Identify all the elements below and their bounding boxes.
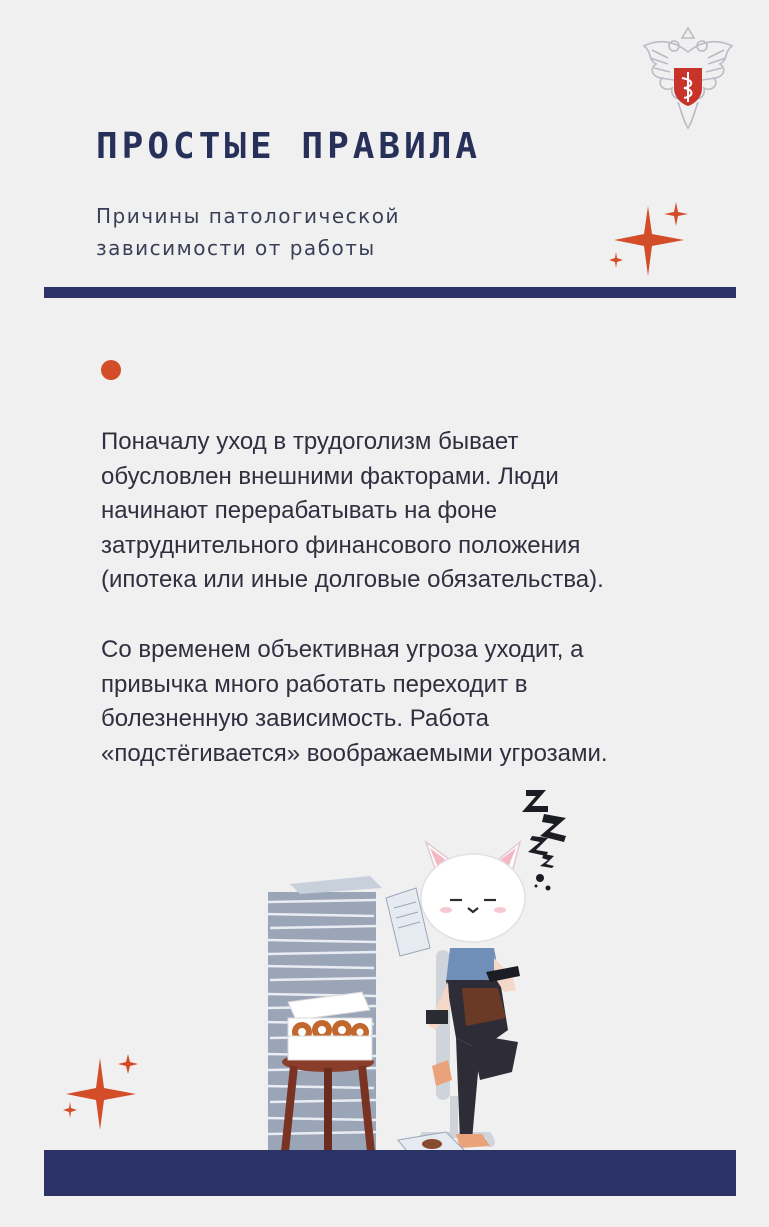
sparkle-icon xyxy=(62,1050,142,1132)
paragraph-2-line: Со временем объективная угроза уходит, а xyxy=(101,636,584,663)
sleep-z-icon xyxy=(522,790,566,891)
paragraph-1-line: (ипотека или иные долговые обязательства). xyxy=(101,566,604,593)
bullet-dot xyxy=(101,360,121,380)
subtitle-line-2: зависимости от работы xyxy=(96,236,376,260)
paragraph-1-line: Поначалу уход в трудоголизм бывает xyxy=(101,428,519,455)
coat-of-arms-emblem-icon xyxy=(638,24,738,130)
top-divider xyxy=(44,287,736,298)
page-subtitle xyxy=(96,200,516,264)
paragraph-2-line: «подстёгивается» воображаемыми угрозами. xyxy=(101,739,608,767)
subtitle-line-1: Причины патологической xyxy=(96,204,400,228)
paragraph-2 xyxy=(101,633,711,771)
paragraph-1 xyxy=(101,425,711,598)
paragraph-2-line: привычка много работать переходит в xyxy=(101,670,528,698)
sleeping-cat-worker-illustration xyxy=(250,780,580,1180)
paragraph-1-line: начинают перерабатывать на фоне xyxy=(101,497,498,524)
donut-box xyxy=(288,992,372,1060)
page-title: ПРОСТЫЕ ПРАВИЛА xyxy=(96,126,482,167)
paragraph-1-line: затруднительного финансового положения xyxy=(101,531,581,559)
paragraph-1-line: обусловлен внешними факторами. Люди xyxy=(101,462,559,490)
cat-head xyxy=(421,842,525,942)
bottom-bar xyxy=(44,1150,736,1196)
sparkle-icon xyxy=(606,200,696,280)
paragraph-2-line: болезненную зависимость. Работа xyxy=(101,705,489,732)
